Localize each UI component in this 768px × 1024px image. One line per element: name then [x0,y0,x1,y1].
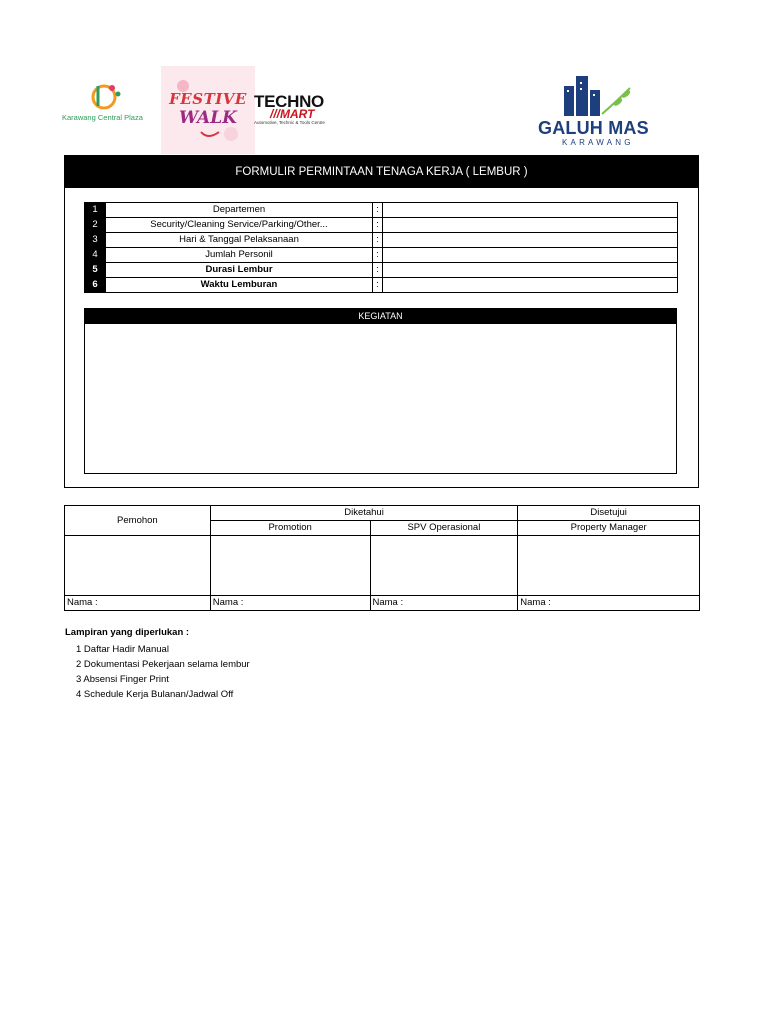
techno-mart-logo [254,92,344,132]
list-item: 4 Schedule Kerja Bulanan/Jadwal Off [76,689,234,700]
field-number: 6 [85,278,106,293]
promotion-header: Promotion [210,521,370,536]
waktu-value-field[interactable] [383,278,678,293]
field-row-waktu [85,278,678,293]
form-title: FORMULIR PERMINTAAN TENAGA KERJA ( LEMBUR ) [64,155,699,188]
lampiran-title: Lampiran yang diperlukan : [65,627,190,638]
durasi-value-field[interactable] [383,263,678,278]
list-item: 1 Daftar Hadir Manual [76,644,169,655]
field-number: 5 [85,263,106,278]
festive-walk-logo [161,66,255,154]
field-number: 4 [85,248,106,263]
kcp-logo-text: Karawang Central Plaza [62,113,143,122]
galuh-mas-buildings-icon [534,74,654,120]
karawang-central-plaza-logo [62,80,162,130]
pemohon-signature-area[interactable] [65,536,211,596]
departemen-value-field[interactable] [383,203,678,218]
details-table [84,202,678,293]
tanggal-value-field[interactable] [383,233,678,248]
field-number: 2 [85,218,106,233]
property-manager-header: Property Manager [518,521,700,536]
approval-table [64,505,700,611]
list-item: 2 Dokumentasi Pekerjaan selama lembur [76,659,250,670]
field-colon: : [373,248,383,263]
field-colon: : [373,233,383,248]
field-row-tanggal [85,233,678,248]
kegiatan-textarea[interactable] [84,308,677,474]
property-manager-signature-area[interactable] [518,536,700,596]
disetujui-header: Disetujui [518,506,700,521]
field-label-jumlah: Jumlah Personil [106,248,373,263]
field-colon: : [373,203,383,218]
techno-mart-line2: ///MART [270,107,315,121]
spv-signature-area[interactable] [370,536,518,596]
spv-nama-field[interactable]: Nama : [370,596,518,611]
field-row-durasi [85,263,678,278]
techno-mart-line1: TECHNO [254,92,324,111]
pemohon-nama-field[interactable]: Nama : [65,596,211,611]
field-label-service: Security/Cleaning Service/Parking/Other... [106,218,373,233]
field-row-departemen [85,203,678,218]
festive-walk-line1: FESTIVE [169,90,247,108]
diketahui-header: Diketahui [210,506,518,521]
field-row-service [85,218,678,233]
festive-walk-line2: WALK [179,108,237,128]
jumlah-value-field[interactable] [383,248,678,263]
field-label-tanggal: Hari & Tanggal Pelaksanaan [106,233,373,248]
promotion-nama-field[interactable]: Nama : [210,596,370,611]
field-label-waktu: Waktu Lemburan [106,278,373,293]
field-label-durasi: Durasi Lembur [106,263,373,278]
galuh-mas-subtitle: KARAWANG [562,138,634,147]
property-manager-nama-field[interactable]: Nama : [518,596,700,611]
field-row-jumlah [85,248,678,263]
techno-mart-tagline: Automotive, Technic & Tools Centre [254,120,325,125]
field-colon: : [373,278,383,293]
galuh-mas-name: GALUH MAS [538,118,649,138]
field-colon: : [373,218,383,233]
service-value-field[interactable] [383,218,678,233]
kegiatan-header: KEGIATAN [84,308,677,324]
kcp-emblem-icon [62,80,162,114]
field-colon: : [373,263,383,278]
list-item: 3 Absensi Finger Print [76,674,169,685]
field-number: 3 [85,233,106,248]
pemohon-header: Pemohon [65,506,211,536]
lampiran-list [76,642,250,702]
galuh-mas-logo [534,74,654,150]
promotion-signature-area[interactable] [210,536,370,596]
spv-operasional-header: SPV Operasional [370,521,518,536]
field-number: 1 [85,203,106,218]
field-label-departemen: Departemen [106,203,373,218]
